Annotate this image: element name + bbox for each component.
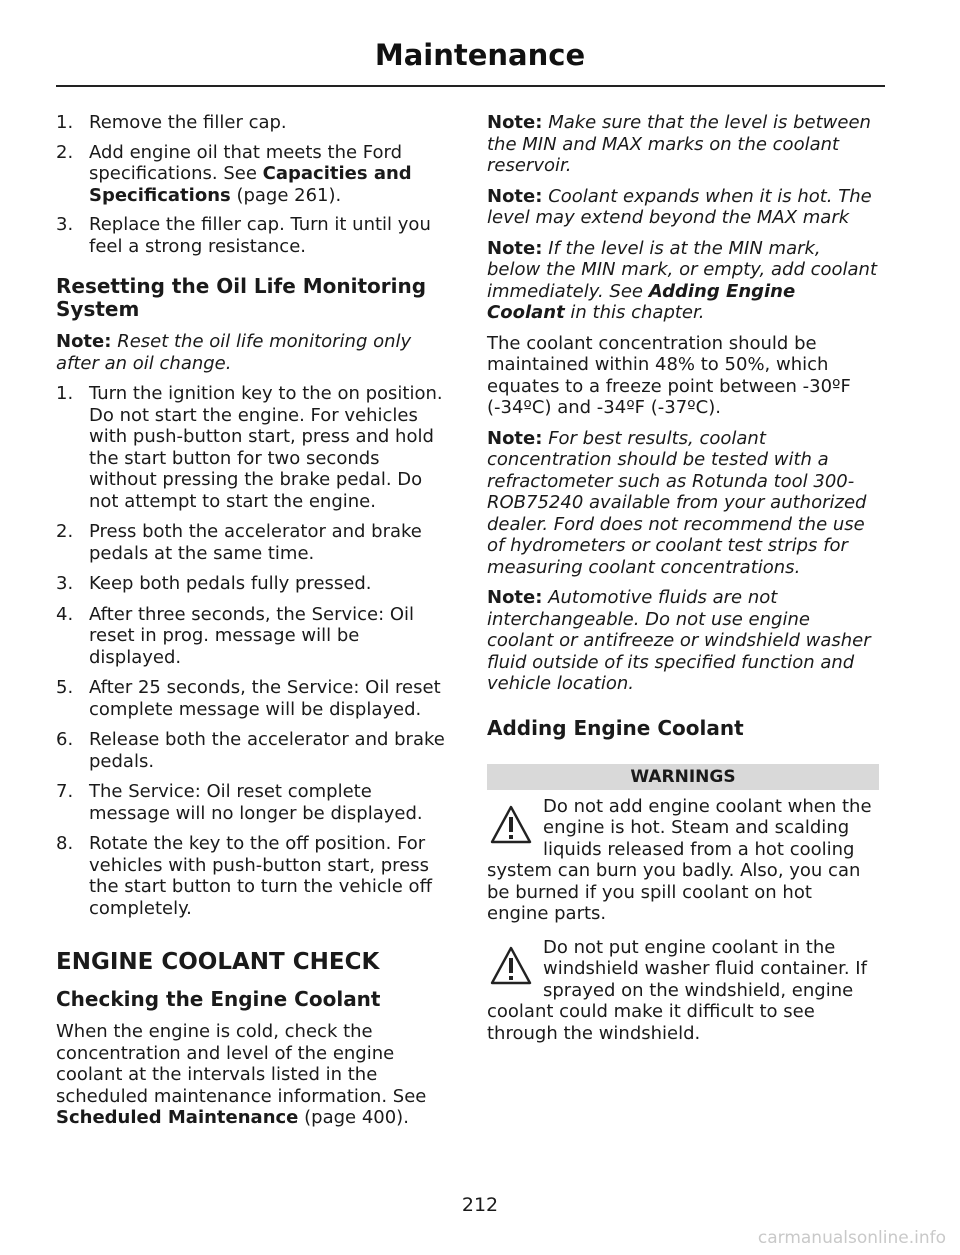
note: [487, 587, 879, 695]
cross-reference-link[interactable]: Scheduled Maintenance: [56, 1107, 299, 1128]
step-text: Turn the ignition key to the on position. Do not start the engine. For vehicles with push-button start, press and hold the start button for two seconds without pressing the brake pedal. Do not attempt to start the engine.: [89, 383, 443, 512]
header-divider: [56, 85, 885, 87]
step-number: 8.: [56, 833, 74, 854]
paragraph: The coolant concentration should be maintained within 48% to 50%, which equates to a freeze point between -30ºF (-34ºC) and -34ºF (-37ºC).: [487, 332, 851, 418]
step-number: 7.: [56, 781, 74, 802]
list-item: [56, 604, 448, 669]
note-text: If the level is at the MIN mark, below the MIN mark, or empty, add coolant immediately. See: [487, 237, 878, 302]
warning-item: [487, 796, 879, 925]
watermark: carmanualsonline.info: [757, 1228, 946, 1248]
step-number: 3.: [56, 214, 74, 235]
list-item: [56, 142, 448, 207]
note-label: Note:: [56, 331, 112, 352]
warning-text: Do not put engine coolant in the windshield washer fluid container. If sprayed on the windshield, engine coolant could make it difficult to see through the windshield.: [487, 936, 867, 1044]
step-text: Replace the filler cap. Turn it until you feel a strong resistance.: [89, 214, 431, 257]
list-item: [56, 729, 448, 772]
note-text-tail: in this chapter.: [564, 302, 705, 323]
note-text: Make sure that the level is between the MIN and MAX marks on the coolant reservoir.: [487, 112, 871, 176]
note: [487, 112, 879, 177]
note: [56, 331, 448, 374]
section-heading: Adding Engine Coolant: [487, 715, 744, 740]
note: [487, 238, 879, 324]
note: [487, 428, 879, 579]
note-label: Note:: [487, 237, 543, 259]
chapter-heading: ENGINE COOLANT CHECK: [56, 949, 380, 975]
page-reference: (page 400).: [298, 1107, 409, 1128]
section-heading: Resetting the Oil Life Monitoring System: [56, 274, 427, 321]
cross-reference-link[interactable]: Capacities and Specifications: [89, 163, 412, 206]
step-number: 1.: [56, 112, 74, 133]
list-item: [56, 677, 448, 720]
step-text: Release both the accelerator and brake pedals.: [89, 729, 445, 772]
note-text: Automotive fluids are not interchangeable. Do not use engine coolant or antifreeze or windshield washer fluid outside of its specified function and vehicle location.: [487, 587, 871, 694]
note-text: For best results, coolant concentration should be tested with a refractometer such as Rotunda tool 300-ROB75240 available from your authorized dealer. Ford does not recommend the use of hydrometers or coolant test strips for measuring coolant concentrations.: [487, 427, 867, 578]
warning-triangle-icon: [489, 945, 533, 987]
note: [487, 186, 879, 229]
step-text: Remove the filler cap.: [89, 112, 287, 133]
step-number: 5.: [56, 677, 74, 698]
warnings-header: WARNINGS: [487, 764, 879, 790]
step-number: 2.: [56, 141, 74, 163]
reset-steps-list: [56, 383, 448, 919]
warning-triangle-icon: [489, 804, 533, 846]
step-number: 2.: [56, 521, 74, 542]
note-label: Note:: [487, 185, 543, 207]
step-number: 4.: [56, 603, 74, 625]
step-text: The Service: Oil reset complete message will no longer be displayed.: [89, 781, 423, 824]
paragraph: [56, 1021, 448, 1129]
step-text: After 25 seconds, the Service: Oil reset complete message will be displayed.: [89, 677, 441, 720]
list-item: [56, 833, 448, 919]
warning-item: [487, 937, 879, 1045]
page-number: 212: [461, 1194, 499, 1216]
step-text: After three seconds, the Service: Oil reset in prog. message will be displayed.: [89, 603, 415, 668]
list-item: [56, 383, 448, 512]
note-text: Coolant expands when it is hot. The level may extend beyond the MAX mark: [487, 185, 872, 228]
note-label: Note:: [487, 587, 543, 608]
step-number: 3.: [56, 573, 74, 594]
list-item: [56, 573, 448, 595]
list-item: [56, 112, 448, 134]
cross-reference-link[interactable]: Adding Engine Coolant: [487, 280, 796, 323]
section-heading: Checking the Engine Coolant: [56, 987, 381, 1011]
note-label: Note:: [487, 427, 543, 449]
list-item: [56, 781, 448, 824]
list-item: [56, 214, 448, 257]
step-number: 6.: [56, 729, 74, 750]
paragraph-text: When the engine is cold, check the concentration and level of the engine coolant at the intervals listed in the scheduled maintenance information. See: [56, 1021, 427, 1107]
right-column: [487, 112, 879, 1056]
warning-text: Do not add engine coolant when the engine is hot. Steam and scalding liquids released from a hot cooling system can burn you badly. Also, you can be burned if you spill coolant on hot engine parts.: [487, 795, 872, 924]
note-text: Reset the oil life monitoring only after an oil change.: [56, 331, 412, 374]
page-title: Maintenance: [374, 38, 586, 72]
refill-steps-list: [56, 112, 448, 257]
list-item: [56, 521, 448, 564]
step-text: Keep both pedals fully pressed.: [89, 573, 372, 594]
note-label: Note:: [487, 112, 543, 133]
left-column: [56, 112, 448, 1138]
step-text: Add engine oil that meets the Ford specifications. See: [89, 141, 403, 184]
step-text: Rotate the key to the off position. For vehicles with push-button start, press the start button to turn the vehicle off completely.: [89, 833, 432, 919]
step-number: 1.: [56, 383, 74, 404]
page-reference: (page 261).: [230, 184, 342, 206]
step-text: Press both the accelerator and brake pedals at the same time.: [89, 521, 422, 564]
